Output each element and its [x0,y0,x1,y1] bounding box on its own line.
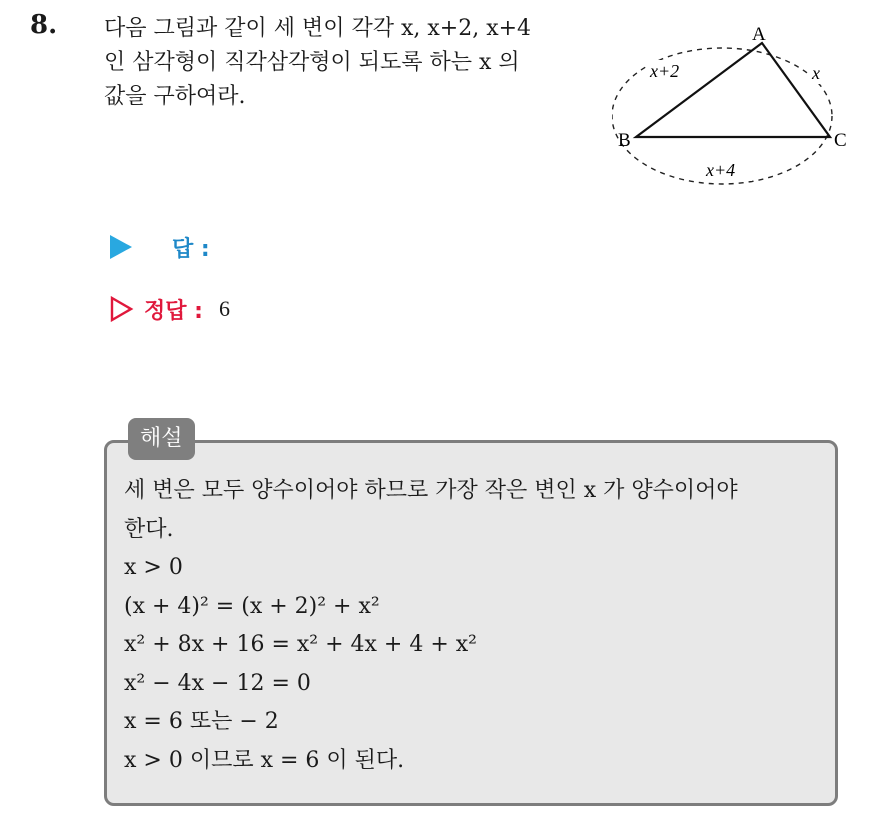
solution-line: (x + 4)² = (x + 2)² + x² [124,593,380,619]
solution-line: x² + 8x + 16 = x² + 4x + 4 + x² [124,632,477,657]
solution-line: x > 0 이므로 x = 6 이 된다. [124,747,405,773]
vertex-c-label: C [834,130,847,151]
answer-label: 답 : [172,236,210,262]
vertex-b-label: B [618,130,631,151]
solution-line: 한다. [124,516,174,542]
triangle-abc [636,43,830,137]
solution-line: 세 변은 모두 양수이어야 하므로 가장 작은 변인 x 가 양수이어야 [124,478,738,503]
solution-text [124,472,824,780]
side-bc-label: x+4 [706,160,736,180]
side-ac-label: x [812,63,820,83]
question-text [104,12,594,114]
solution-line: x = 6 또는 − 2 [124,709,279,734]
correct-answer-value: 6 [218,296,230,321]
side-ab-label: x+2 [650,61,680,81]
outline-triangle-icon [110,296,134,322]
correct-answer-label: 정답 : [144,298,203,324]
solution-line: x > 0 [124,555,183,580]
question-line: 다음 그림과 같이 세 변이 각각 x, x+2, x+4 [104,16,532,41]
correct-answer-row [110,294,230,324]
question-line: 인 삼각형이 직각삼각형이 되도록 하는 x 의 [104,50,520,75]
solution-tab: 해설 [128,418,195,460]
vertex-a-label: A [752,24,766,45]
triangle-figure [612,18,862,188]
answer-row [110,232,210,262]
solution-line: x² − 4x − 12 = 0 [124,670,311,696]
play-triangle-icon [110,235,132,259]
problem-number: 8. [30,10,58,40]
question-line: 값을 구하여라. [104,84,246,109]
